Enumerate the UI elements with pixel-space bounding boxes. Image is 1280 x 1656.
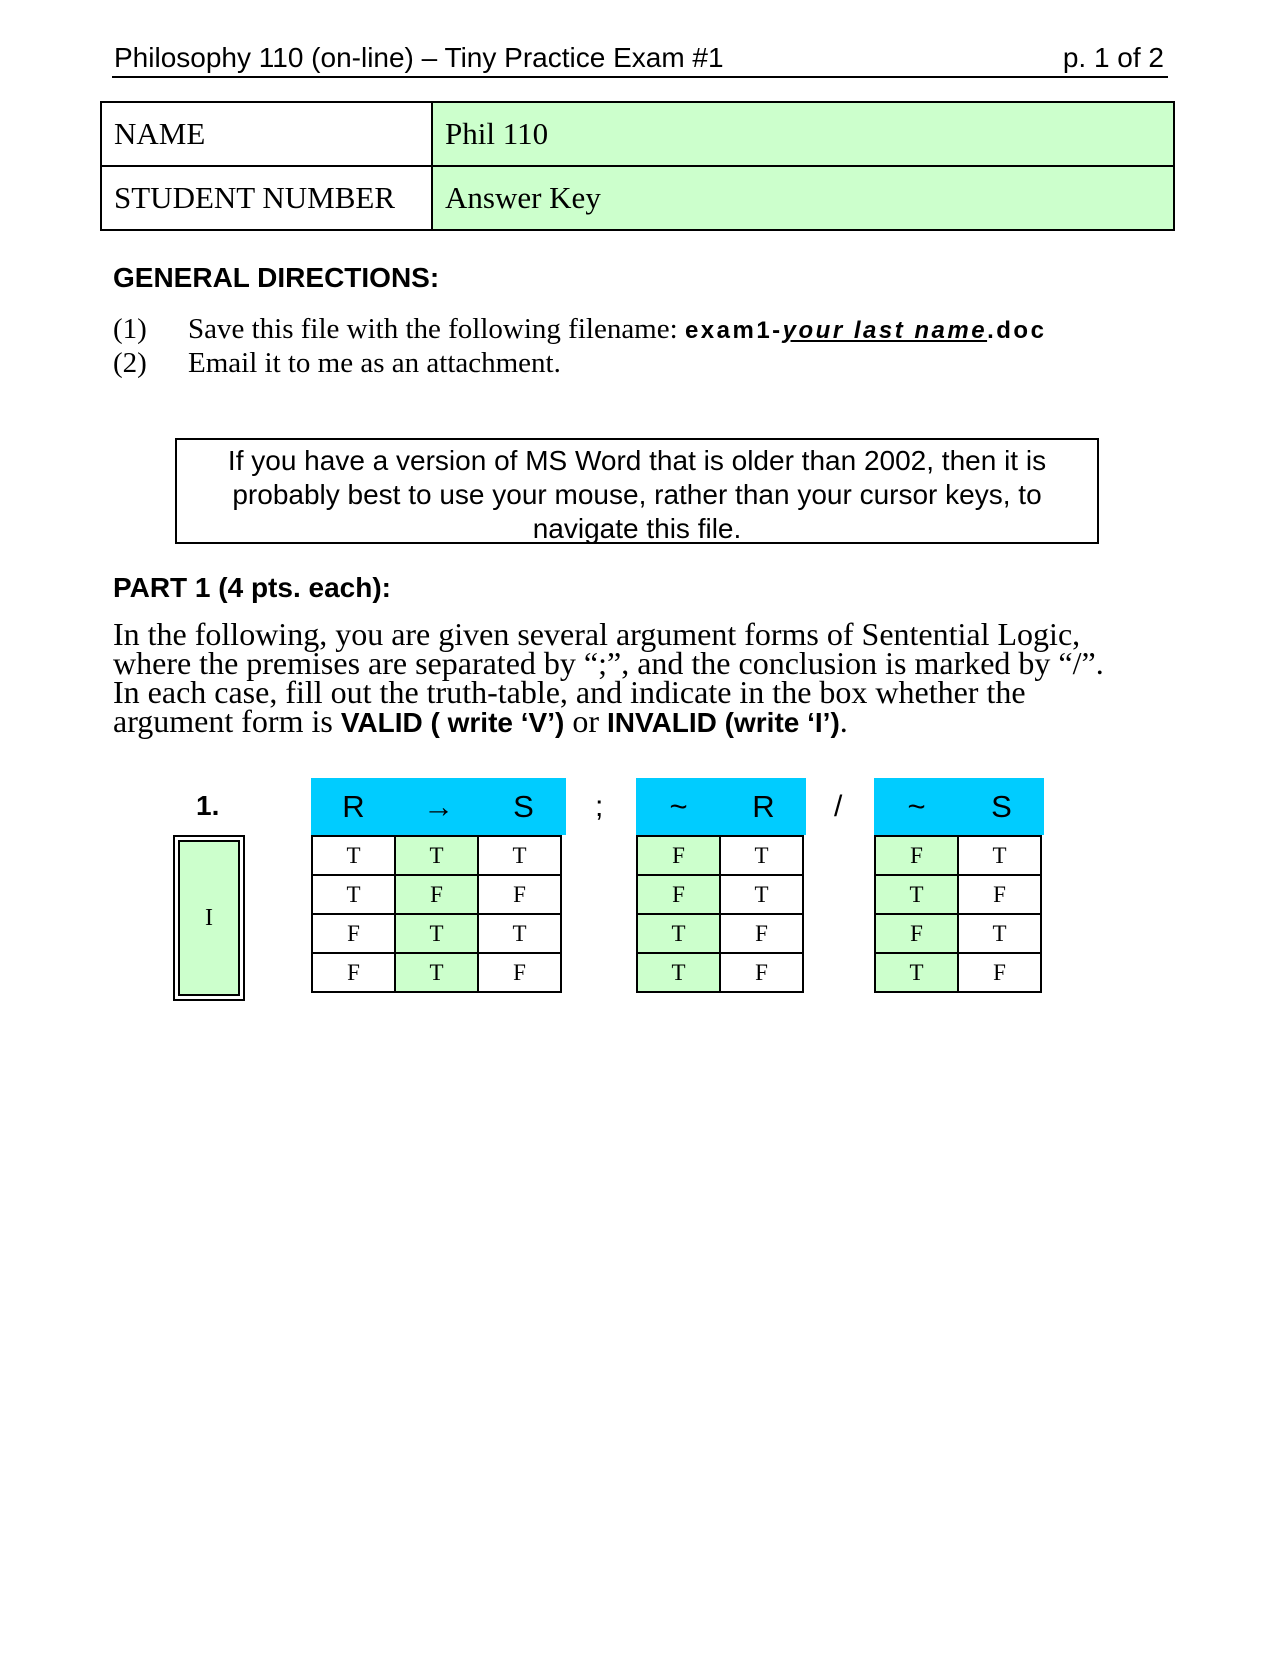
general-directions-heading: GENERAL DIRECTIONS: <box>113 262 440 293</box>
table-row <box>875 953 1041 992</box>
cell-not[interactable]: T <box>637 953 720 992</box>
page-number: p. 1 of 2 <box>1062 42 1164 73</box>
direction-number: (2) <box>113 347 147 379</box>
cell-s: T <box>478 836 561 875</box>
student-number-row <box>101 166 1174 230</box>
truth-table-2 <box>636 835 804 993</box>
answer-field[interactable]: I <box>178 840 240 996</box>
filename-suffix: .doc <box>987 317 1047 344</box>
table-row <box>875 914 1041 953</box>
cell-r: T <box>312 836 395 875</box>
student-number-field[interactable]: Answer Key <box>432 166 1174 230</box>
table-row <box>312 914 561 953</box>
invalid-label: INVALID (write ‘I’) <box>606 707 840 738</box>
answer-box[interactable] <box>173 835 245 1001</box>
header-arrow: → <box>423 789 454 824</box>
direction-text <box>188 312 1046 348</box>
truth-table-3 <box>874 835 1042 993</box>
cell-arrow[interactable]: T <box>395 836 478 875</box>
filename-prefix: exam1- <box>684 317 783 344</box>
period: . <box>839 703 848 739</box>
cell-r: T <box>312 875 395 914</box>
table-row <box>637 836 803 875</box>
cell-s: T <box>958 914 1041 953</box>
direction-text: Email it to me as an attachment. <box>188 347 561 379</box>
table-row <box>312 875 561 914</box>
cell-r: T <box>720 836 803 875</box>
filename <box>685 317 1046 344</box>
cell-not[interactable]: F <box>875 914 958 953</box>
conclusion-separator: / <box>834 790 843 823</box>
page-header <box>112 40 1168 78</box>
word-version-note <box>175 438 1099 544</box>
note-line: probably best to use your mouse, rather than your cursor keys, to <box>232 479 1042 510</box>
truth-table-1 <box>311 835 562 993</box>
truth-table-3-header <box>874 778 1044 835</box>
name-row <box>101 102 1174 166</box>
question-number: 1. <box>196 790 220 821</box>
cell-r: F <box>720 953 803 992</box>
header-r: R <box>752 789 775 824</box>
cell-s: F <box>478 953 561 992</box>
student-number-label: STUDENT NUMBER <box>101 166 432 230</box>
table-row <box>637 953 803 992</box>
part1-heading: PART 1 (4 pts. each): <box>113 572 391 603</box>
premise-separator: ; <box>595 790 604 823</box>
valid-label: VALID ( write ‘V’) <box>340 707 565 738</box>
cell-r: F <box>720 914 803 953</box>
cell-not[interactable]: T <box>875 875 958 914</box>
header-not: ~ <box>669 789 688 824</box>
cell-arrow[interactable]: T <box>395 953 478 992</box>
exam-title: Philosophy 110 (on-line) – Tiny Practice Exam #1 <box>114 42 724 73</box>
cell-s: T <box>958 836 1041 875</box>
instruction-text: argument form is <box>113 703 333 739</box>
name-field[interactable]: Phil 110 <box>432 102 1174 166</box>
cell-not[interactable]: F <box>875 836 958 875</box>
student-info-table <box>100 101 1175 231</box>
header-not: ~ <box>907 789 926 824</box>
note-line: If you have a version of MS Word that is older than 2002, then it is <box>227 445 1047 476</box>
table-row <box>875 836 1041 875</box>
name-label: NAME <box>101 102 432 166</box>
cell-arrow[interactable]: T <box>395 914 478 953</box>
cell-arrow[interactable]: F <box>395 875 478 914</box>
truth-table-2-header <box>636 778 806 835</box>
instruction-line: In each case, fill out the truth-table, and indicate in the box whether the <box>113 674 1026 710</box>
header-s: S <box>513 789 534 824</box>
direction-number: (1) <box>113 313 147 345</box>
table-row <box>312 953 561 992</box>
cell-s: F <box>958 875 1041 914</box>
part1-instructions <box>113 616 1173 739</box>
cell-s: T <box>478 914 561 953</box>
instruction-line: where the premises are separated by “;”, and the conclusion is marked by “/”. <box>113 645 1104 681</box>
cell-not[interactable]: F <box>637 836 720 875</box>
header-s: S <box>991 789 1012 824</box>
instruction-line <box>113 703 1173 739</box>
table-row <box>312 836 561 875</box>
cell-not[interactable]: F <box>637 875 720 914</box>
table-row <box>637 914 803 953</box>
cell-r: F <box>312 953 395 992</box>
or-text: or <box>572 703 599 739</box>
cell-s: F <box>478 875 561 914</box>
filename-italic: your last name <box>782 317 988 344</box>
header-r: R <box>342 789 365 824</box>
cell-r: F <box>312 914 395 953</box>
direction-text-main: Save this file with the following filename: <box>188 313 678 345</box>
cell-r: T <box>720 875 803 914</box>
cell-s: F <box>958 953 1041 992</box>
note-line: navigate this file. <box>532 513 742 544</box>
cell-not[interactable]: T <box>875 953 958 992</box>
table-row <box>637 875 803 914</box>
table-row <box>875 875 1041 914</box>
instruction-line: In the following, you are given several argument forms of Sentential Logic, <box>113 616 1081 652</box>
truth-table-1-header <box>311 778 566 835</box>
cell-not[interactable]: T <box>637 914 720 953</box>
